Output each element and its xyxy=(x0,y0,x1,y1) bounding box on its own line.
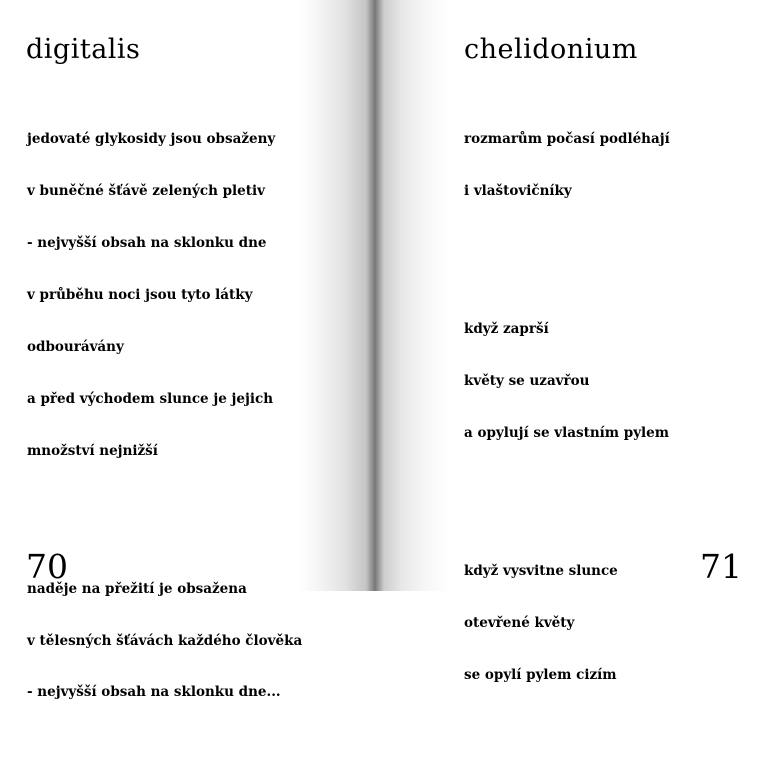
poem-line: naděje na přežití je obsažena xyxy=(27,580,247,597)
poem-line: - nejvyšší obsah na sklonku dne xyxy=(27,234,267,251)
poem-line: květy se uzavřou xyxy=(464,373,590,390)
poem-line: když zaprší xyxy=(464,321,549,338)
poem-line: množství nejnižší xyxy=(27,442,158,459)
stanza xyxy=(27,97,327,495)
poem-line: a opylují se vlastním pylem xyxy=(464,424,670,441)
stanza xyxy=(464,97,764,235)
poem-line: rozmarům počasí podléhají xyxy=(464,131,670,148)
poem-body-left xyxy=(27,62,327,771)
poem-line: v tělesných šťávách každého člověka xyxy=(27,632,303,649)
poem-line: otevřené květy xyxy=(464,614,575,631)
poem-line: jedovaté glykosidy jsou obsaženy xyxy=(27,131,276,148)
page-number-right: 71 xyxy=(700,547,742,586)
page-right xyxy=(384,0,768,683)
poem-line: když vysvitne slunce xyxy=(464,563,618,580)
stanza xyxy=(464,287,764,477)
poem-line: i vlaštovičníky xyxy=(464,183,572,200)
poem-line: se opylí pylem cizím xyxy=(464,666,617,683)
poem-line: odbourávány xyxy=(27,338,124,355)
page-left xyxy=(0,0,384,701)
poem-title-right: chelidonium xyxy=(464,34,638,66)
poem-line: v buněčné šťávě zelených pletiv xyxy=(27,183,265,200)
poem-line: v průběhu noci jsou tyto látky xyxy=(27,286,253,303)
poem-line: - nejvyšší obsah na sklonku dne... xyxy=(27,684,281,701)
stanza xyxy=(27,546,327,736)
poem-line: a před východem slunce je jejich xyxy=(27,390,274,407)
page-number-left: 70 xyxy=(26,547,68,586)
poem-body-right xyxy=(464,62,764,753)
poem-title-left: digitalis xyxy=(26,34,141,66)
